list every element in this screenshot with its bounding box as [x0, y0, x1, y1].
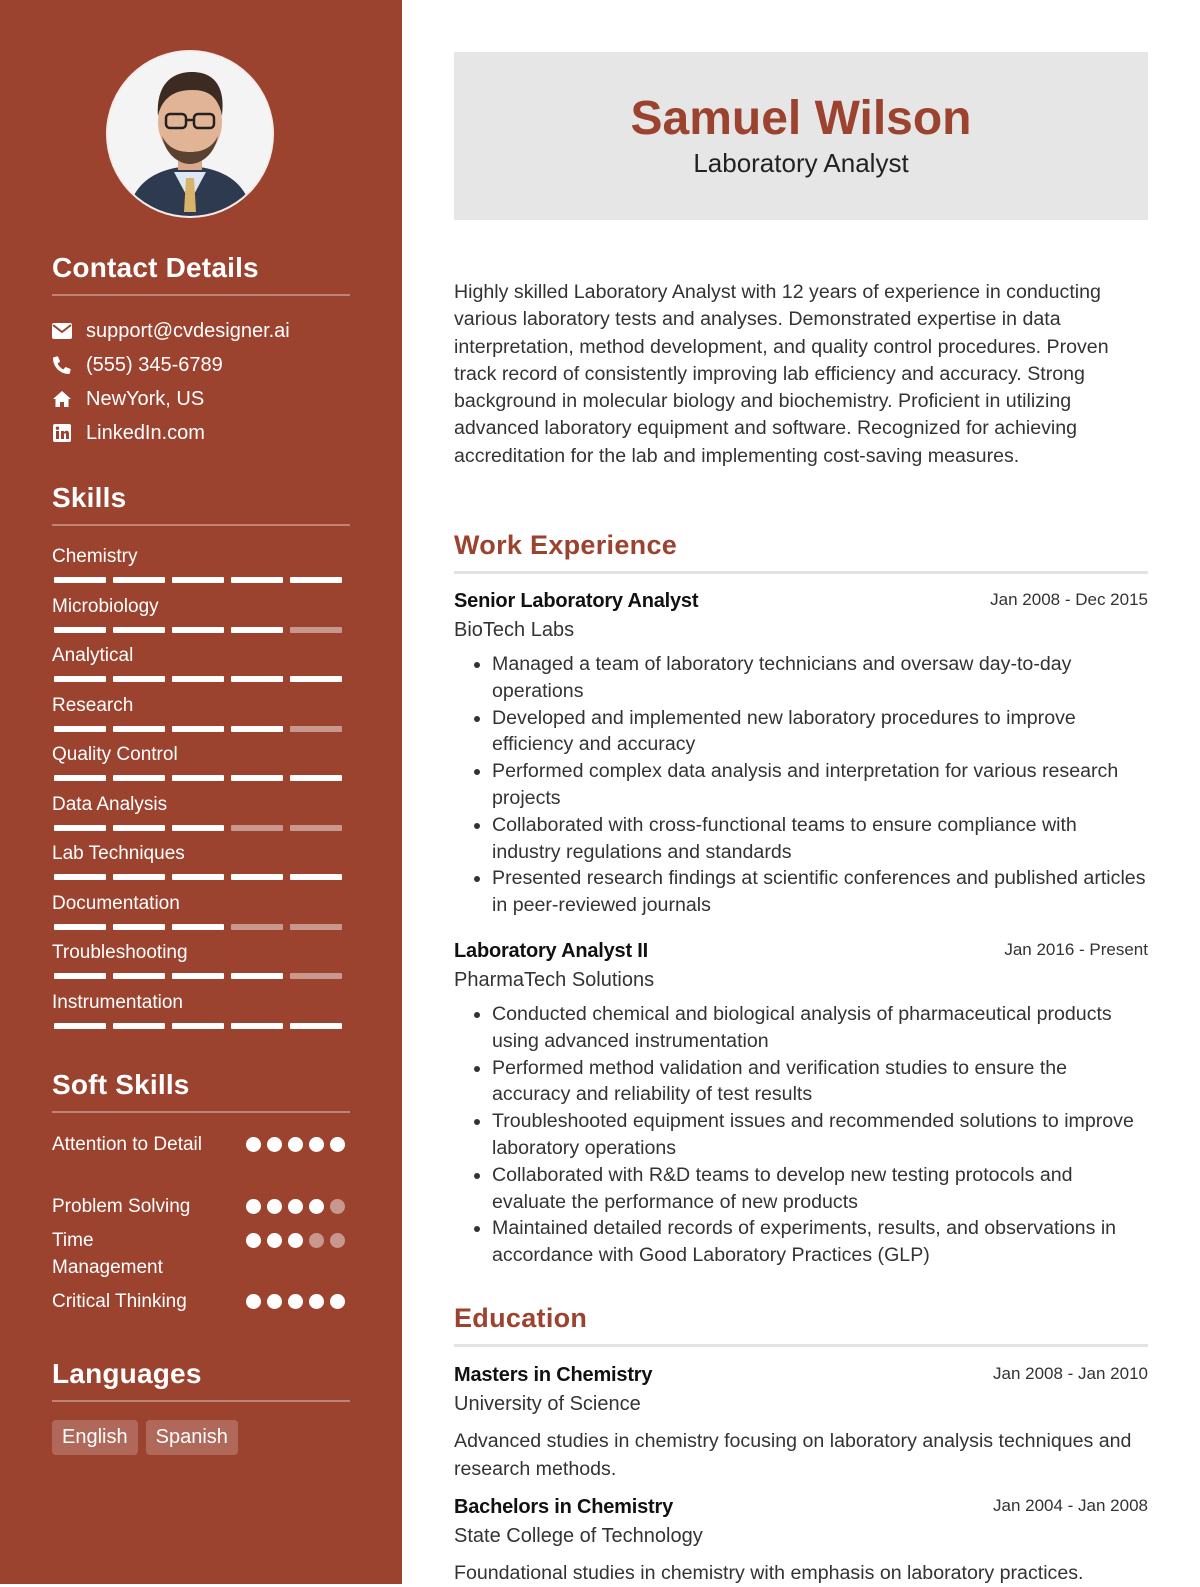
- skill-item: [52, 843, 350, 893]
- job-bullets: [454, 651, 1148, 919]
- contact-heading: Contact Details: [52, 252, 350, 296]
- avatar: [108, 52, 272, 216]
- skill-bar-filled: [231, 726, 283, 732]
- rating-dots: [246, 1233, 345, 1248]
- rating-dot-filled: [246, 1233, 261, 1248]
- skill-level-bars: [54, 874, 342, 880]
- rating-dot-filled: [267, 1294, 282, 1309]
- rating-dot-filled: [246, 1199, 261, 1214]
- work-experience-heading: Work Experience: [454, 530, 1148, 574]
- skill-label: Chemistry: [52, 546, 138, 567]
- soft-skill-label: Time Management: [52, 1230, 163, 1278]
- skill-bar-filled: [54, 726, 106, 732]
- skill-level-bars: [54, 676, 342, 682]
- soft-skills-list: [52, 1131, 350, 1331]
- skill-level-bars: [54, 924, 342, 930]
- skill-bar-filled: [231, 627, 283, 633]
- skill-bar-empty: [290, 924, 342, 930]
- languages-section: [52, 1358, 350, 1455]
- skill-label: Microbiology: [52, 595, 159, 617]
- rating-dot-empty: [330, 1233, 345, 1248]
- contact-email[interactable]: [52, 314, 350, 348]
- skill-bar-filled: [231, 973, 283, 979]
- sidebar: [0, 0, 402, 1584]
- skill-level-bars: [54, 825, 342, 831]
- skill-label: Instrumentation: [52, 991, 183, 1013]
- skill-bar-filled: [54, 775, 106, 781]
- soft-skill-label: Problem Solving: [52, 1196, 191, 1217]
- skill-label: Quality Control: [52, 744, 178, 765]
- degree-dates: Jan 2004 - Jan 2008: [992, 1496, 1148, 1515]
- candidate-name: Samuel Wilson: [630, 92, 972, 145]
- skill-bar-filled: [231, 676, 283, 682]
- language-tags: [52, 1420, 350, 1455]
- skill-bar-filled: [113, 1023, 165, 1029]
- skill-bar-filled: [172, 775, 224, 781]
- job-bullet: • Performed complex data analysis and interpretation for various research projects: [492, 758, 1148, 812]
- soft-skill-item: [52, 1227, 350, 1283]
- job-bullet: • Collaborated with cross-functional teams to ensure compliance with industry regulations and standards: [492, 812, 1148, 866]
- skill-bar-filled: [54, 676, 106, 682]
- school-name: State College of Technology: [454, 1525, 703, 1547]
- job-bullet: • Maintained detailed records of experiments, results, and observations in accordance with Good Laboratory Practices (GLP): [492, 1215, 1148, 1269]
- skill-label: Troubleshooting: [52, 942, 188, 963]
- skill-item: [52, 596, 350, 646]
- skill-item: [52, 992, 350, 1042]
- skill-bar-empty: [231, 825, 283, 831]
- rating-dot-filled: [267, 1137, 282, 1152]
- skills-heading: Skills: [52, 482, 350, 526]
- rating-dot-filled: [288, 1233, 303, 1248]
- skill-level-bars: [54, 973, 342, 979]
- language-tag: English: [52, 1420, 138, 1455]
- job-dates: Jan 2016 - Present: [1004, 940, 1148, 959]
- skill-bar-empty: [290, 627, 342, 633]
- rating-dot-filled: [246, 1294, 261, 1309]
- skill-bar-filled: [54, 973, 106, 979]
- degree-title: Masters in Chemistry: [454, 1364, 653, 1386]
- skill-bar-filled: [113, 726, 165, 732]
- skill-bar-filled: [54, 577, 106, 583]
- rating-dot-filled: [267, 1199, 282, 1214]
- contact-location: [52, 382, 350, 416]
- skill-bar-filled: [113, 577, 165, 583]
- skill-label: Analytical: [52, 645, 134, 666]
- skill-bar-filled: [231, 577, 283, 583]
- rating-dot-filled: [309, 1199, 324, 1214]
- degree-dates: Jan 2008 - Jan 2010: [992, 1364, 1148, 1383]
- job-company: PharmaTech Solutions: [454, 969, 655, 991]
- profile-photo: [108, 52, 272, 216]
- skill-bar-filled: [290, 577, 342, 583]
- rating-dot-filled: [267, 1233, 282, 1248]
- soft-skill-item: [52, 1288, 350, 1318]
- skill-bar-filled: [113, 924, 165, 930]
- skill-level-bars: [54, 627, 342, 633]
- skill-bar-filled: [54, 874, 106, 880]
- skill-item: [52, 695, 350, 745]
- skill-item: [52, 794, 350, 844]
- skill-bar-filled: [290, 1023, 342, 1029]
- home-icon: [52, 389, 72, 409]
- soft-skill-label: Attention to Detail: [52, 1134, 202, 1155]
- contact-section: [52, 252, 350, 450]
- skill-item: [52, 744, 350, 794]
- skill-item: [52, 893, 350, 943]
- skill-bar-filled: [231, 775, 283, 781]
- skill-bar-filled: [231, 874, 283, 880]
- rating-dot-filled: [330, 1137, 345, 1152]
- rating-dots: [246, 1199, 345, 1214]
- skill-bar-filled: [172, 627, 224, 633]
- contact-phone[interactable]: [52, 348, 350, 382]
- languages-heading: Languages: [52, 1358, 350, 1402]
- skill-label: Data Analysis: [52, 793, 168, 815]
- rating-dots: [246, 1137, 345, 1152]
- job-dates: Jan 2008 - Dec 2015: [990, 590, 1148, 609]
- degree-title: Bachelors in Chemistry: [454, 1496, 674, 1518]
- skill-bar-filled: [172, 726, 224, 732]
- rating-dot-empty: [330, 1199, 345, 1214]
- skill-item: [52, 546, 350, 596]
- skill-bar-filled: [172, 973, 224, 979]
- job-title: Laboratory Analyst II: [454, 940, 648, 962]
- skill-item: [52, 645, 350, 695]
- job-bullet: • Collaborated with R&D teams to develop new testing protocols and evaluate the performance of new products: [492, 1162, 1148, 1216]
- soft-skills-section: [52, 1069, 350, 1331]
- skill-label: Documentation: [52, 892, 180, 914]
- phone-icon: [52, 355, 72, 375]
- skill-item: [52, 942, 350, 992]
- job-bullet: • Performed method validation and verification studies to ensure the accuracy and reliability of test results: [492, 1055, 1148, 1109]
- language-tag: Spanish: [146, 1420, 238, 1455]
- skill-bar-filled: [290, 775, 342, 781]
- skill-bar-filled: [54, 627, 106, 633]
- job-bullet: • Managed a team of laboratory technicians and oversaw day-to-day operations: [492, 651, 1148, 705]
- rating-dot-filled: [246, 1137, 261, 1152]
- candidate-role: Laboratory Analyst: [693, 148, 909, 178]
- skill-bar-filled: [172, 1023, 224, 1029]
- skill-bar-filled: [172, 577, 224, 583]
- contact-phone-text: (555) 345-6789: [86, 353, 223, 376]
- contact-location-text: NewYork, US: [86, 387, 205, 410]
- rating-dot-filled: [309, 1137, 324, 1152]
- skill-bar-filled: [172, 825, 224, 831]
- skill-level-bars: [54, 726, 342, 732]
- skill-bar-empty: [231, 924, 283, 930]
- rating-dot-filled: [288, 1137, 303, 1152]
- skill-bar-filled: [113, 825, 165, 831]
- job-bullets: [454, 1001, 1148, 1269]
- job-title: Senior Laboratory Analyst: [454, 590, 699, 612]
- job-company: BioTech Labs: [454, 619, 575, 641]
- soft-skill-item: [52, 1131, 350, 1187]
- skill-bar-filled: [113, 973, 165, 979]
- school-name: University of Science: [454, 1393, 641, 1415]
- skill-bar-filled: [113, 676, 165, 682]
- skill-bar-filled: [54, 825, 106, 831]
- rating-dot-empty: [309, 1233, 324, 1248]
- job-bullet: • Developed and implemented new laboratory procedures to improve efficiency and accuracy: [492, 705, 1148, 759]
- soft-skills-heading: Soft Skills: [52, 1069, 350, 1113]
- skill-label: Research: [52, 694, 134, 716]
- skill-bar-filled: [290, 676, 342, 682]
- skill-bar-filled: [54, 924, 106, 930]
- rating-dots: [246, 1294, 345, 1309]
- skill-bar-filled: [231, 1023, 283, 1029]
- job-entry: [454, 590, 1148, 919]
- skill-bar-filled: [113, 874, 165, 880]
- summary-text: Highly skilled Laboratory Analyst with 12 years of experience in conducting various laboratory tests and analyses. Demonstrated expertise in data interpretation, method development, and quality control procedures. Proven track record of consistently improving lab efficiency and accuracy. Strong background in molecular biology and biochemistry. Proficient in utilizing advanced laboratory equipment and software. Recognized for achieving accreditation for the lab and implementing cost-saving measures.: [454, 281, 1109, 467]
- skill-bar-filled: [113, 627, 165, 633]
- rating-dot-filled: [288, 1294, 303, 1309]
- skill-bar-empty: [290, 726, 342, 732]
- job-bullet: • Conducted chemical and biological analysis of pharmaceutical products using advanced instrumentation: [492, 1001, 1148, 1055]
- skill-label: Lab Techniques: [52, 843, 185, 864]
- rating-dot-filled: [330, 1294, 345, 1309]
- name-header: [454, 52, 1148, 220]
- contact-linkedin[interactable]: [52, 416, 350, 450]
- skill-level-bars: [54, 577, 342, 583]
- skill-level-bars: [54, 775, 342, 781]
- envelope-icon: [52, 321, 72, 341]
- skills-list: [52, 546, 350, 1041]
- skill-bar-filled: [113, 775, 165, 781]
- skill-bar-filled: [172, 874, 224, 880]
- skills-section: [52, 482, 350, 1041]
- job-bullet: • Presented research findings at scientific conferences and published articles in peer-reviewed journals: [492, 865, 1148, 919]
- rating-dot-filled: [309, 1294, 324, 1309]
- skill-bar-filled: [172, 924, 224, 930]
- linkedin-icon: [52, 423, 72, 443]
- rating-dot-filled: [288, 1199, 303, 1214]
- skill-bar-filled: [290, 874, 342, 880]
- skill-bar-empty: [290, 825, 342, 831]
- skill-level-bars: [54, 1023, 342, 1029]
- education-heading: Education: [454, 1303, 1148, 1347]
- skill-bar-empty: [290, 973, 342, 979]
- education-entry: [454, 1364, 1148, 1483]
- education-entry: [454, 1496, 1148, 1587]
- degree-description: Advanced studies in chemistry focusing on laboratory analysis techniques and research methods.: [454, 1430, 1132, 1480]
- degree-description: Foundational studies in chemistry with emphasis on laboratory practices.: [454, 1562, 1084, 1584]
- skill-bar-filled: [172, 676, 224, 682]
- job-entry: [454, 940, 1148, 1269]
- soft-skill-item: [52, 1193, 350, 1223]
- soft-skill-label: Critical Thinking: [52, 1291, 187, 1312]
- contact-email-text: support@cvdesigner.ai: [86, 319, 290, 342]
- skill-bar-filled: [54, 1023, 106, 1029]
- job-bullet: • Troubleshooted equipment issues and recommended solutions to improve laboratory operations: [492, 1108, 1148, 1162]
- contact-linkedin-text: LinkedIn.com: [86, 421, 205, 444]
